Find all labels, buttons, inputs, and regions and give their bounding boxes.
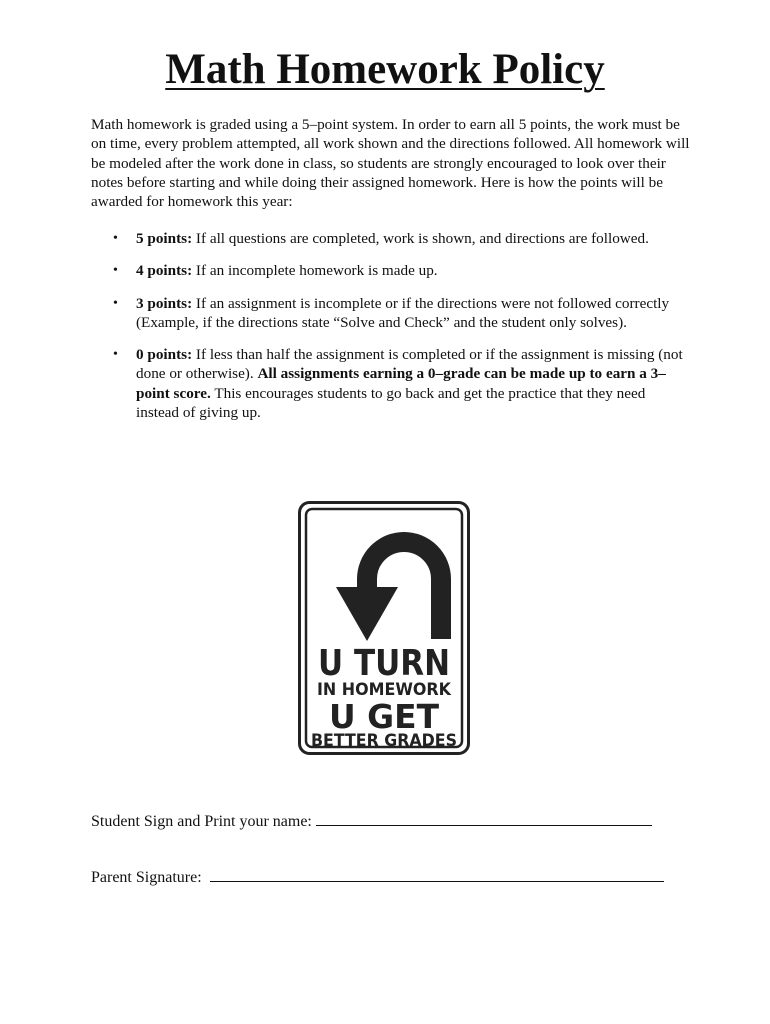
u-turn-sign-graphic	[298, 501, 470, 755]
bullet-icon: •	[113, 347, 118, 363]
parent-signature-field[interactable]	[210, 866, 664, 882]
parent-signature-label: Parent Signature:	[91, 869, 202, 886]
sign-line-4: BETTER GRADES	[311, 731, 457, 751]
points-label: 3 points:	[136, 294, 193, 312]
student-signature-field[interactable]	[316, 810, 652, 826]
makeup-note: All assignments earning a 0–grade can be made up to earn a 3–point score.	[136, 365, 666, 402]
points-description: If all questions are completed, work is shown, and directions are followed.	[192, 230, 649, 247]
list-item-0-points	[91, 345, 691, 422]
parent-signature-line	[91, 866, 664, 888]
sign-line-1: U TURN	[318, 643, 450, 684]
sign-line-2: IN HOMEWORK	[317, 680, 452, 700]
u-turn-sign	[298, 501, 470, 755]
bullet-icon: •	[113, 231, 118, 246]
list-item-5-points	[91, 229, 691, 248]
bullet-icon: •	[113, 295, 118, 311]
points-description: If an incomplete homework is made up.	[192, 262, 438, 280]
list-item-3-points	[91, 294, 691, 333]
points-list	[91, 229, 691, 435]
sign-line-3: U GET	[329, 697, 440, 736]
points-description: If an assignment is incomplete or if the directions were not followed correctly (Example, if the directions state “Solve and Check” and the student only solves).	[136, 294, 670, 331]
student-signature-line	[91, 810, 652, 832]
intro-paragraph: Math homework is graded using a 5–point system. In order to earn all 5 points, the work must be on time, every problem attempted, all work shown and the directions followed. All homework will be modeled after the work done in class, so students are strongly encouraged to look over their notes before starting and while doing their assigned homework. Here is how the points will be awarded for homework this year:	[91, 116, 690, 211]
points-description-continued: This encourages students to go back and get the practice that they need instead of giving up.	[136, 384, 646, 422]
page-title: Math Homework Policy	[165, 46, 605, 93]
student-signature-label: Student Sign and Print your name:	[91, 813, 312, 830]
points-description: If less than half the assignment is completed or if the assignment is missing (not done or otherwise).	[136, 346, 683, 383]
points-label: 5 points:	[136, 230, 193, 247]
list-item-4-points	[91, 261, 691, 280]
points-label: 4 points:	[136, 262, 193, 280]
bullet-icon: •	[113, 263, 118, 279]
points-label: 0 points:	[136, 346, 193, 364]
